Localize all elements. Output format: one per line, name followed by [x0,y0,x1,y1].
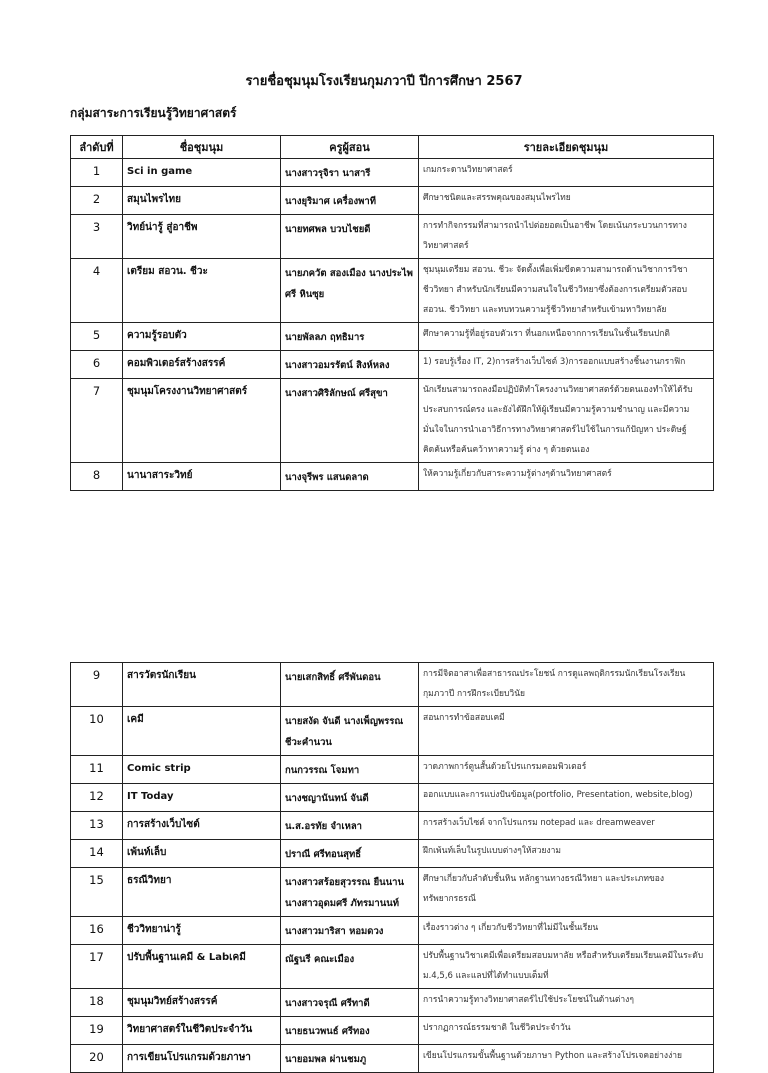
club-name: เพ้นท์เล็บ [123,840,281,868]
club-detail: เกมกระดานวิทยาศาสตร์ [419,159,714,187]
table-row [71,812,714,840]
club-detail: เขียนโปรแกรมขั้นพื้นฐานด้วยภาษา Python และสร้างโปรเจคอย่างง่าย [419,1045,714,1073]
club-name: คอมพิวเตอร์สร้างสรรค์ [123,351,281,379]
club-detail: ศึกษาความรู้ที่อยู่รอบตัวเรา ที่นอกเหนือจากการเรียนในชั้นเรียนปกติ [419,323,714,351]
clubs-table-page-1 [70,135,714,491]
row-number: 13 [71,812,123,840]
row-number: 14 [71,840,123,868]
club-name: Sci in game [123,159,281,187]
teacher-name: นางสาวจรุณี ศรีทาดี [281,989,419,1017]
teacher-name: นางสาวอมรรัตน์ สิงห์หลง [281,351,419,379]
table-row [71,840,714,868]
table-row [71,379,714,463]
row-number: 20 [71,1045,123,1073]
teacher-name: ปราณี ศรีทอนสุทธิ์ [281,840,419,868]
teacher-name: นางสาวมาริสา หอมดวง [281,917,419,945]
club-detail: ปรับพื้นฐานวิชาเคมีเพื่อเตรียมสอบมหาลัย หรือสำหรับเตรียมเรียนเคมีในระดับม.4,5,6 และแลปที่ได้ทำแบบเต็มที่ [419,945,714,989]
club-detail: การสร้างเว็บไซต์ จากโปรแกรม notepad และ dreamweaver [419,812,714,840]
table-row [71,259,714,323]
club-name: วิทยาศาสตร์ในชีวิตประจำวัน [123,1017,281,1045]
club-name: Comic strip [123,756,281,784]
row-number: 7 [71,379,123,463]
teacher-name: นางสาวรุจิรา นาสารี [281,159,419,187]
table-row [71,756,714,784]
club-detail: ออกแบบและการแบ่งปันข้อมูล(portfolio, Presentation, website,blog) [419,784,714,812]
header-club-name: ชื่อชุมนุม [123,136,281,159]
club-detail: ศึกษาเกี่ยวกับลำดับชั้นหิน หลักฐานทางธรณีวิทยา และประเภทของทรัพยากรธรณี [419,868,714,917]
header-detail: รายละเอียดชุมนุม [419,136,714,159]
club-name: ชุมนุมวิทย์สร้างสรรค์ [123,989,281,1017]
row-number: 19 [71,1017,123,1045]
row-number: 8 [71,463,123,491]
teacher-name: นายภควัต สองเมือง นางประไพศรี หินซุย [281,259,419,323]
row-number: 10 [71,707,123,756]
table-row [71,351,714,379]
row-number: 11 [71,756,123,784]
table-row [71,323,714,351]
teacher-name: ณัฐนรี คณะเมือง [281,945,419,989]
row-number: 15 [71,868,123,917]
club-name: การเขียนโปรแกรมด้วยภาษา [123,1045,281,1073]
club-name: สารวัตรนักเรียน [123,663,281,707]
teacher-name: นายเสกสิทธิ์ ศรีพันดอน [281,663,419,707]
club-detail: การทำกิจกรรมที่สามารถนำไปต่อยอดเป็นอาชีพ โดยเน้นกระบวนการทางวิทยาศาสตร์ [419,215,714,259]
table-row [71,187,714,215]
teacher-name: นายพัลลภ ฤทธิมาร [281,323,419,351]
table-row [71,707,714,756]
subject-group-heading: กลุ่มสาระการเรียนรู้วิทยาศาสตร์ [70,106,237,120]
club-name: ความรู้รอบตัว [123,323,281,351]
teacher-name: นายทศพล บวบไชยดี [281,215,419,259]
table-header-row [71,136,714,159]
row-number: 2 [71,187,123,215]
table-row [71,1045,714,1073]
club-name: เคมี [123,707,281,756]
teacher-name: นางจุรีพร แสนดลาด [281,463,419,491]
teacher-name: นายสงัด จันดี นางเพ็ญพรรณ ชีวะคำนวน [281,707,419,756]
table-row [71,159,714,187]
table-row [71,989,714,1017]
club-name: ชุมนุมโครงงานวิทยาศาสตร์ [123,379,281,463]
teacher-name: นางสาวสร้อยสุวรรณ ยืนนาน นางสาวอุดมศรี ภัทรมานนท์ [281,868,419,917]
club-name: IT Today [123,784,281,812]
table-row [71,945,714,989]
club-detail: นักเรียนสามารถลงมือปฏิบัติทำโครงงานวิทยาศาสตร์ด้วยตนเองทำให้ได้รับประสบการณ์ตรง และยังได้ฝึกให้ผู้เรียนมีความรู้ความชำนาญ และมีความมั่นใจในการนำเอาวิธีการทางวิทยาศาสตร์ไปใช้ในการแก้ปัญหา ประดิษฐ์คิดค้นหรือค้นคว้าหาความรู้ ต่าง ๆ ด้วยตนเอง [419,379,714,463]
club-name: ปรับพื้นฐานเคมี & Labเคมี [123,945,281,989]
teacher-name: นางยุริมาศ เครื่องพาที [281,187,419,215]
club-detail: ฝึกเพ้นท์เล็บในรูปแบบต่างๆให้สวยงาม [419,840,714,868]
row-number: 3 [71,215,123,259]
club-detail: ให้ความรู้เกี่ยวกับสาระความรู้ต่างๆด้านวิทยาศาสตร์ [419,463,714,491]
row-number: 1 [71,159,123,187]
document-title: รายชื่อชุมนุมโรงเรียนกุมภวาปี ปีการศึกษา 2567 [245,74,523,89]
club-name: ชีววิทยาน่ารู้ [123,917,281,945]
club-detail: เรื่องราวต่าง ๆ เกี่ยวกับชีววิทยาที่ไม่มีในชั้นเรียน [419,917,714,945]
row-number: 18 [71,989,123,1017]
row-number: 12 [71,784,123,812]
row-number: 6 [71,351,123,379]
club-name: นานาสาระวิทย์ [123,463,281,491]
club-detail: 1) รอบรู้เรื่อง IT, 2)การสร้างเว็บไซต์ 3)การออกแบบสร้างชิ้นงานกราฟิก [419,351,714,379]
club-detail: การนำความรู้ทางวิทยาศาสตร์ไปใช้ประโยชน์ในด้านต่างๆ [419,989,714,1017]
clubs-table-page-2 [70,662,714,1073]
table-row [71,868,714,917]
club-detail: สอนการทำข้อสอบเคมี [419,707,714,756]
teacher-name: กนกวรรณ โจมทา [281,756,419,784]
table-row [71,463,714,491]
club-detail: วาดภาพการ์ตูนสั้นด้วยโปรแกรมคอมพิวเตอร์ [419,756,714,784]
club-detail: การมีจิตอาสาเพื่อสาธารณประโยชน์ การดูแลพฤติกรรมนักเรียนโรงเรียนกุมภวาปี การฝึกระเบียบวินัย [419,663,714,707]
club-name: การสร้างเว็บไซต์ [123,812,281,840]
table-row [71,1017,714,1045]
teacher-name: น.ส.อรทัย จำเหลา [281,812,419,840]
table-row [71,215,714,259]
club-detail: ชุมนุมเตรียม สอวน. ชีวะ จัดตั้งเพื่อเพิ่มขีดความสามารถด้านวิชาการวิชาชีววิทยา สำหรับนักเรียนมีความสนใจในชีววิทยาซึ่งต้องการเตรียมตัวสอบ สอวน. ชีววิทยา และทบทวนความรู้ชีววิทยาสำหรับเข้ามหาวิทยาลัย [419,259,714,323]
teacher-name: นางสาวศิริลักษณ์ ศรีสุขา [281,379,419,463]
club-detail: ศึกษาชนิดและสรรพคุณของสมุนไพรไทย [419,187,714,215]
club-detail: ปรากฏการณ์ธรรมชาติ ในชีวิตประจำวัน [419,1017,714,1045]
club-name: เตรียม สอวน. ชีวะ [123,259,281,323]
club-name: ธรณีวิทยา [123,868,281,917]
teacher-name: นางชญานันทน์ จันดี [281,784,419,812]
row-number: 4 [71,259,123,323]
teacher-name: นายอมพล ผ่านชมภู [281,1045,419,1073]
club-name: สมุนไพรไทย [123,187,281,215]
table-row [71,663,714,707]
club-name: วิทย์น่ารู้ สู่อาชีพ [123,215,281,259]
table-row [71,784,714,812]
header-teacher: ครูผู้สอน [281,136,419,159]
header-number: ลำดับที่ [71,136,123,159]
row-number: 16 [71,917,123,945]
row-number: 17 [71,945,123,989]
table-row [71,917,714,945]
row-number: 5 [71,323,123,351]
row-number: 9 [71,663,123,707]
teacher-name: นายธนวพนธ์ ศรีทอง [281,1017,419,1045]
